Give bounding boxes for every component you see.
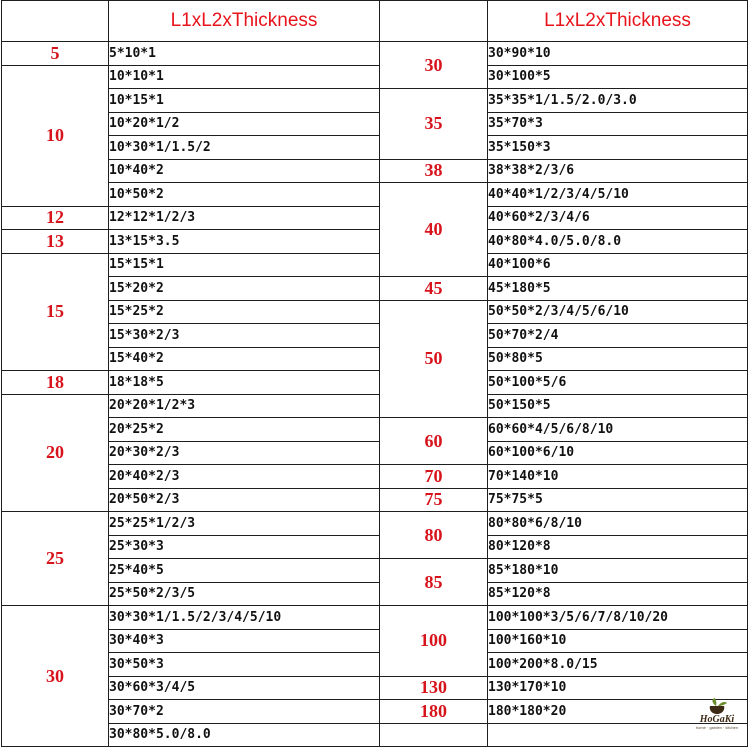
right-spec-value: 40*100*6 bbox=[488, 253, 748, 277]
table-row bbox=[2, 629, 748, 653]
right-spec-value: 50*100*5/6 bbox=[488, 371, 748, 395]
right-spec-value: 38*38*2/3/6 bbox=[488, 159, 748, 183]
right-spec-value: 45*180*5 bbox=[488, 277, 748, 301]
left-spec-value: 15*20*2 bbox=[109, 277, 380, 301]
right-size-label: 40 bbox=[380, 183, 488, 277]
left-size-label: 20 bbox=[2, 394, 109, 512]
left-spec-value: 12*12*1/2/3 bbox=[109, 206, 380, 230]
right-spec-value: 50*150*5 bbox=[488, 394, 748, 418]
table-row bbox=[2, 230, 748, 254]
right-size-label: 38 bbox=[380, 159, 488, 183]
right-spec-value: 85*120*8 bbox=[488, 582, 748, 606]
right-spec-value: 35*70*3 bbox=[488, 112, 748, 136]
table-row bbox=[2, 418, 748, 442]
left-size-header bbox=[2, 1, 109, 42]
left-spec-value: 30*60*3/4/5 bbox=[109, 676, 380, 700]
left-spec-value: 13*15*3.5 bbox=[109, 230, 380, 254]
right-spec-value: 35*150*3 bbox=[488, 136, 748, 160]
table-row bbox=[2, 253, 748, 277]
left-spec-value: 25*50*2/3/5 bbox=[109, 582, 380, 606]
left-spec-value: 5*10*1 bbox=[109, 42, 380, 66]
left-size-label: 25 bbox=[2, 512, 109, 606]
right-spec-value: 80*120*8 bbox=[488, 535, 748, 559]
right-spec-value: 60*60*4/5/6/8/10 bbox=[488, 418, 748, 442]
table-row bbox=[2, 488, 748, 512]
right-spec-value: 30*100*5 bbox=[488, 65, 748, 89]
right-size-label: 60 bbox=[380, 418, 488, 465]
left-size-label: 15 bbox=[2, 253, 109, 371]
left-size-label: 18 bbox=[2, 371, 109, 395]
left-spec-value: 25*40*5 bbox=[109, 559, 380, 583]
table-body bbox=[2, 42, 748, 747]
left-spec-value: 20*50*2/3 bbox=[109, 488, 380, 512]
right-spec-value: 60*100*6/10 bbox=[488, 441, 748, 465]
left-spec-value: 30*30*1/1.5/2/3/4/5/10 bbox=[109, 606, 380, 630]
right-spec-value: 180*180*20 bbox=[488, 700, 748, 724]
right-spec-value: 85*180*10 bbox=[488, 559, 748, 583]
right-size-label: 30 bbox=[380, 42, 488, 89]
table-row bbox=[2, 89, 748, 113]
right-size-label: 35 bbox=[380, 89, 488, 160]
left-spec-value: 15*30*2/3 bbox=[109, 324, 380, 348]
left-spec-value: 10*40*2 bbox=[109, 159, 380, 183]
table-row bbox=[2, 183, 748, 207]
table-row bbox=[2, 300, 748, 324]
right-spec-value: 30*90*10 bbox=[488, 42, 748, 66]
table-row bbox=[2, 371, 748, 395]
right-size-label: 80 bbox=[380, 512, 488, 559]
right-spec-value: 100*100*3/5/6/7/8/10/20 bbox=[488, 606, 748, 630]
table-row bbox=[2, 277, 748, 301]
table-row bbox=[2, 653, 748, 677]
table-row bbox=[2, 65, 748, 89]
right-spec-value: 35*35*1/1.5/2.0/3.0 bbox=[488, 89, 748, 113]
right-spec-value: 50*70*2/4 bbox=[488, 324, 748, 348]
table-row bbox=[2, 559, 748, 583]
brand-tagline: home · garden · kitchen bbox=[695, 725, 739, 730]
right-spec-value: 40*80*4.0/5.0/8.0 bbox=[488, 230, 748, 254]
left-spec-value: 10*50*2 bbox=[109, 183, 380, 207]
table-row bbox=[2, 676, 748, 700]
right-spec-value: 40*40*1/2/3/4/5/10 bbox=[488, 183, 748, 207]
right-spec-header: L1xL2xThickness bbox=[488, 1, 748, 42]
table-row bbox=[2, 112, 748, 136]
left-spec-value: 20*20*1/2*3 bbox=[109, 394, 380, 418]
right-spec-value: 75*75*5 bbox=[488, 488, 748, 512]
right-size-label: 130 bbox=[380, 676, 488, 700]
right-size-label: 45 bbox=[380, 277, 488, 301]
left-spec-header: L1xL2xThickness bbox=[109, 1, 380, 42]
left-spec-value: 30*80*5.0/8.0 bbox=[109, 723, 380, 747]
left-spec-value: 15*25*2 bbox=[109, 300, 380, 324]
brand-logo bbox=[690, 697, 744, 739]
left-spec-value: 10*20*1/2 bbox=[109, 112, 380, 136]
left-size-label: 10 bbox=[2, 65, 109, 206]
table-row bbox=[2, 512, 748, 536]
left-spec-value: 20*30*2/3 bbox=[109, 441, 380, 465]
left-spec-value: 30*40*3 bbox=[109, 629, 380, 653]
right-size-label: 50 bbox=[380, 300, 488, 418]
right-size-header bbox=[380, 1, 488, 42]
left-size-label: 12 bbox=[2, 206, 109, 230]
left-spec-value: 20*40*2/3 bbox=[109, 465, 380, 489]
table-row bbox=[2, 136, 748, 160]
right-spec-value: 80*80*6/8/10 bbox=[488, 512, 748, 536]
brand-name: HoGaKi bbox=[699, 714, 735, 725]
leaf-pot-icon bbox=[704, 697, 730, 715]
left-spec-value: 30*70*2 bbox=[109, 700, 380, 724]
left-spec-value: 10*30*1/1.5/2 bbox=[109, 136, 380, 160]
table-row bbox=[2, 606, 748, 630]
right-size-label bbox=[380, 723, 488, 747]
right-size-label: 100 bbox=[380, 606, 488, 677]
table-row bbox=[2, 465, 748, 489]
table-row bbox=[2, 206, 748, 230]
table-row bbox=[2, 324, 748, 348]
table-row bbox=[2, 582, 748, 606]
right-spec-value: 70*140*10 bbox=[488, 465, 748, 489]
left-spec-value: 15*40*2 bbox=[109, 347, 380, 371]
left-size-label: 30 bbox=[2, 606, 109, 747]
table-row bbox=[2, 700, 748, 724]
left-spec-value: 10*10*1 bbox=[109, 65, 380, 89]
dimension-table bbox=[1, 0, 748, 747]
right-size-label: 180 bbox=[380, 700, 488, 724]
left-spec-value: 30*50*3 bbox=[109, 653, 380, 677]
table-row bbox=[2, 159, 748, 183]
right-size-label: 85 bbox=[380, 559, 488, 606]
right-size-label: 75 bbox=[380, 488, 488, 512]
left-spec-value: 10*15*1 bbox=[109, 89, 380, 113]
right-size-label: 70 bbox=[380, 465, 488, 489]
table-row bbox=[2, 42, 748, 66]
table-row bbox=[2, 441, 748, 465]
left-spec-value: 18*18*5 bbox=[109, 371, 380, 395]
right-spec-value: 130*170*10 bbox=[488, 676, 748, 700]
left-spec-value: 20*25*2 bbox=[109, 418, 380, 442]
left-spec-value: 25*25*1/2/3 bbox=[109, 512, 380, 536]
header-row bbox=[2, 1, 748, 42]
right-spec-value: 50*80*5 bbox=[488, 347, 748, 371]
left-size-label: 13 bbox=[2, 230, 109, 254]
right-spec-value: 100*160*10 bbox=[488, 629, 748, 653]
right-spec-value: 40*60*2/3/4/6 bbox=[488, 206, 748, 230]
table-row bbox=[2, 723, 748, 747]
left-spec-value: 25*30*3 bbox=[109, 535, 380, 559]
table-row bbox=[2, 394, 748, 418]
left-size-label: 5 bbox=[2, 42, 109, 66]
table-row bbox=[2, 535, 748, 559]
right-spec-value: 50*50*2/3/4/5/6/10 bbox=[488, 300, 748, 324]
left-spec-value: 15*15*1 bbox=[109, 253, 380, 277]
table-row bbox=[2, 347, 748, 371]
right-spec-value: 100*200*8.0/15 bbox=[488, 653, 748, 677]
